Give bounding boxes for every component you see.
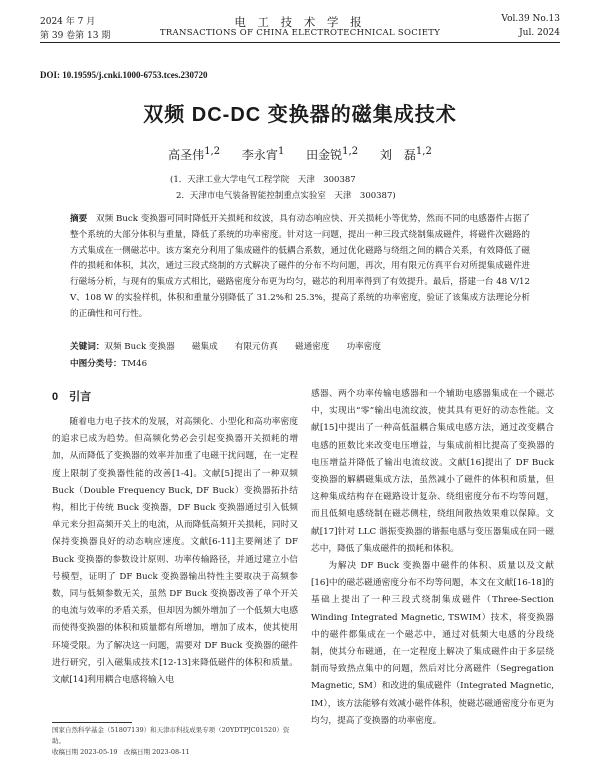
affiliations [170,172,396,204]
journal-name-cn: 电 工 技 术 学 报 [234,15,366,29]
classification-code: TM46 [121,359,148,369]
volume-issue-cn: 第 39 卷第 13 期 [40,31,111,41]
abstract-label: 摘要 [70,214,88,224]
volume-issue-en: Vol.39 No.13 [501,14,560,24]
author: 田金锐$^{1,2}$ [306,146,359,162]
footnote [52,725,302,758]
section-title: 引言 [69,391,92,403]
paragraph: 为解决 DF Buck 变换器中磁件的体积、质量以及文献[16]中的磁芯磁通密度分布不均等问题，本文在文献[16-18]的基础上提出了一种三段式绕制集成磁件（Three-Section Winding Integrated Magnetic, TSWIM）技术，将变换器中的磁件都集成在一个磁芯中，通过对低频大电感的分段绕制，使其分布磁通，在一定程度上解决了集成磁件由于多层绕制而导致热点集中的问题，然后对比分离磁件（Segregation Magnetic, SM）和改进的集成磁件（Integrated Magnetic, IM），该方法能够有效减小磁件体积，使磁芯磁通密度分布更为均匀，提高了变换器的功率密度。 [311,561,554,726]
author-list [0,146,600,163]
author: 刘 磊$^{1,2}$ [379,146,432,162]
author: 李永宵$^1$ [241,146,285,162]
paragraph: 感器、两个功率传输电感器和一个辅助电感器集成在一个磁芯中，实现出“零”输出电流纹波，使其具有更好的动态性能。文献[15]中提出了一种高低温耦合集成电感方法，通过改变耦合电感的匝数比来改变电压增益，与集成前相比提高了变换器的电压增益并降低了输出电流纹波。文献[16]提出了 DF Buck 变换器的解耦磁集成方法，虽然减小了磁件的体积和质量，但这种集成结构存在磁路设计复杂、绕组密度分布不均等问题，而且低频电感绕制在磁芯侧柱，绕组间散热效果难以保障。文献[17]针对 LLC 谐振变换器的谐振电感与变压器集成在同一磁芯中，降低了集成磁件的损耗和体积。 [311,389,554,554]
journal-name-en: TRANSACTIONS OF CHINA ELECTROTECHNICAL SOCIETY [159,28,441,38]
dates-note: 收稿日期 2023-05-19 改稿日期 2023-08-11 [52,748,190,756]
paragraph: 随着电力电子技术的发展，对高频化、小型化和高功率密度的追求已成为趋势。但高频化势必会引起变换器开关损耗的增加，从而降低了变换器的效率并加重了电磁干扰问题，在一定程度上限制了变换器性能的改善[1-4]。文献[5]提出了一种双频 Buck（Double Frequency Buck, DF Buck）变换器拓扑结构，相比于传统 Buck 变换器，DF Buck 变换器通过引入低频单元来分担高频开关上的电流，从而降低高频开关损耗，同时又保持变换器良好的动态响应速度。文献[6-11]主要阐述了 DF Buck 变换器的参数设计原则、功率传输路径，并通过建立小信号模型，证明了 DF Buck 变换器输出特性主要取决于高频参数，同与低频参数无关，虽然 DF Buck 变换器改善了单个开关的电流与效率的矛盾关系，但却因为额外增加了一个低频大电感而使得变换器的体积和质量都有所增加，增加了成本，使其使用环境受限。为了解决这一问题，需要对 DF Buck 变换器的磁件进行研究，引入磁集成技术[12-13]来降低磁件的体积和质量。文献[14]利用耦合电感将输入电 [52,417,298,686]
journal-header [40,14,560,54]
footnote-rule [52,722,132,723]
abstract-text: 双频 Buck 变换器可同时降低开关损耗和纹波，具有动态响应快、开关损耗小等优势，然而不同的电感器件占据了整个系统的大部分体积与重量，降低了系统的功率密度。针对这一问题，提出一种三段式绕制集成磁件，将磁件次磁路的方式集成在一侧磁芯中。该方案充分利用了集成磁件的低耦合系数，通过优化磁路与绕组之间的耦合关系，有效降低了磁件的损耗和体积，其次，通过三段式绕制的方式解决了磁件的分布不均问题，再次，用有限元仿真平台对所提集成磁件进行磁场分析，与现有的集成方式相比，磁路密度分布更为均匀，磁芯的利用率得到了有效提升。最后，搭建一台 48 V/12 V、108 W 的实验样机，体积和重量分别降低了 31.2%和 25.3%，提高了系统的功率密度，验证了该集成方法理论分析的正确性和可行性。 [70,214,530,319]
abstract [70,212,530,323]
paper-title: 双频 DC-DC 变换器的磁集成技术 [143,104,457,126]
keywords-label: 关键词： [70,342,105,352]
doi[interactable]: DOI: 10.19595/j.cnki.1000-6753.tces.230720 [40,70,208,80]
left-column [52,414,298,689]
section-number: 0 [52,391,59,403]
classification-label: 中图分类号： [70,359,122,369]
keywords [70,340,530,356]
funding-note: 国家自然科学基金（51807139）和天津市科技成果专项（20YDTPJC01520）资助。 [52,726,290,745]
affiliation: (1．天津工业大学电气工程学院 天津 300387 [170,175,356,185]
affiliation: 2．天津市电气装备智能控制重点实验室 天津 300387) [176,191,396,201]
header-rule [40,42,560,43]
issue-date: 2024 年 7 月 [40,17,96,27]
classification [70,357,147,369]
issue-date-en: Jul. 2024 [519,28,560,38]
right-column [311,386,554,730]
keywords-text: 双频 Buck 变换器 磁集成 有限元仿真 磁通密度 功率密度 [104,342,381,352]
section-heading [52,388,91,404]
author: 高圣伟$^{1,2}$ [168,146,221,162]
